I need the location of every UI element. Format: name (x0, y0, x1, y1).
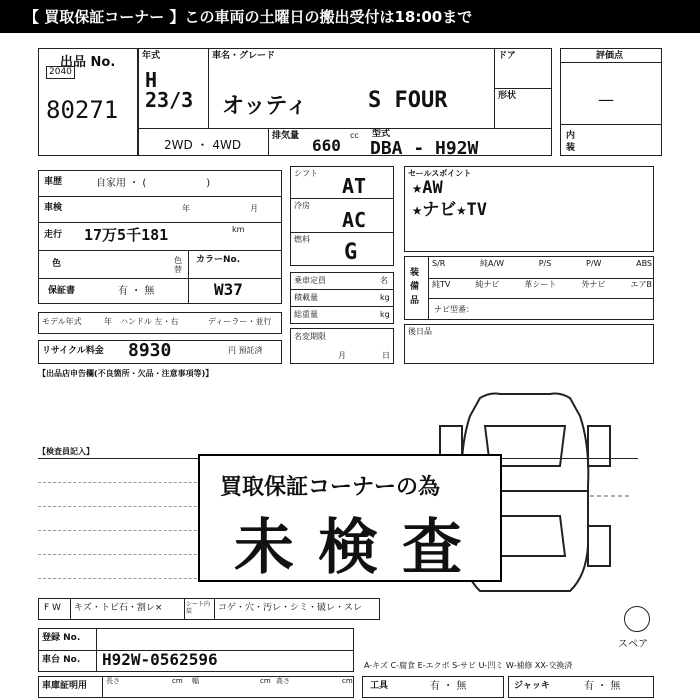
lot-label: 出品 No. (60, 55, 116, 70)
lot-code: 2040 (46, 66, 75, 79)
km-unit: km (232, 225, 245, 234)
mileage-label: 走行 (44, 230, 63, 240)
damage-legend: A-キズ C-腐食 E-エクボ S-サビ U-凹ミ W-補修 XX-交換済 (364, 661, 573, 670)
banner-text: 【 買取保証コーナー 】この車両の土曜日の搬出受付は18:00まで (24, 8, 473, 26)
tools-value: 有 ・ 無 (430, 681, 467, 692)
spare-tire-icon (624, 606, 650, 632)
chassis-label: 車台 No. (42, 655, 81, 665)
garage-cm-1: cm (172, 677, 183, 685)
dealer: ディーラー・並行 (208, 317, 272, 326)
door-label: ドア (498, 51, 516, 61)
equip-item-row1-5: ABS (636, 259, 652, 268)
shaken-label: 車検 (44, 203, 63, 213)
equip-item-row2-1: 純TV (432, 280, 451, 289)
day-label: 日 (382, 351, 390, 360)
color-no-label: カラーNo. (196, 255, 241, 265)
car-grade: S FOUR (368, 88, 448, 113)
equip-item-row2-3: 革シート (524, 280, 557, 289)
seat-text: コゲ・穴・汚レ・シミ・破レ・スレ (218, 603, 363, 613)
equip-row-1 (432, 260, 652, 276)
stamp-line2: 未検査 (234, 513, 486, 583)
year-label: 年式 (142, 51, 161, 61)
notes-label: 後日品 (408, 327, 432, 336)
seats-label: 乗車定員 (294, 276, 326, 285)
displacement: 660 (312, 136, 341, 155)
rating-label: 評価点 (596, 51, 624, 61)
displacement-label: 排気量 (272, 131, 300, 141)
name-label: 車名・グレード (212, 51, 276, 61)
color-change: 色替 (174, 256, 182, 274)
shaken-year: 年 (182, 204, 190, 213)
garage-label: 車庫証明用 (42, 681, 88, 691)
seat-label: シート内装 (186, 601, 211, 615)
tools-label: 工具 (370, 681, 389, 691)
sales-line2: ★ナビ★TV (412, 200, 487, 220)
garage-width: 幅 (192, 677, 199, 685)
sales-label: セールスポイント (408, 169, 472, 178)
sales-line1: ★AW (412, 178, 443, 198)
navi-model-label: ナビ型番： (434, 305, 474, 314)
warranty-label: 保証書 (48, 286, 76, 296)
interior-label: 内装 (566, 131, 576, 153)
ac-value: AC (342, 208, 367, 232)
equip-label: 装備品 (410, 268, 420, 306)
year-value: H 23/3 (145, 68, 194, 112)
history-label: 車歴 (44, 177, 63, 187)
equip-row-2 (432, 281, 652, 297)
fuel-value: G (344, 240, 358, 265)
garage-height: 高さ (276, 677, 290, 685)
seats-unit: 名 (380, 276, 388, 285)
garage-cm-2: cm (260, 677, 271, 685)
model-year-label: モデル年式 (42, 317, 82, 326)
equip-item-row1-4: P/W (586, 259, 602, 268)
equip-item-row1-1: S/R (432, 259, 446, 268)
jack-label: ジャッキ (514, 681, 550, 691)
lot-number: 80271 (46, 96, 119, 124)
drive-type: 2WD ・ 4WD (164, 138, 242, 152)
rating-value: — (598, 90, 614, 109)
garage-cm-3: cm (342, 677, 353, 685)
change-label: 名変期限 (294, 332, 326, 341)
stamp-line1: 買取保証コーナーの為 (220, 475, 441, 500)
fuel-label: 燃料 (294, 235, 310, 244)
color-no: W37 (214, 280, 243, 299)
fw-label: F W (44, 603, 61, 613)
fw-text: キズ・トビ石・割レ× (74, 603, 163, 613)
model-code: DBA - H92W (370, 138, 479, 159)
equip-item-row1-3: P/S (538, 259, 552, 268)
inspector-label: 【検査員記入】 (38, 447, 94, 456)
spare-label: スペア (618, 639, 648, 650)
registration-label: 登録 No. (42, 633, 81, 643)
handle: 年 ハンドル 左・右 (104, 317, 179, 326)
chassis-value: H92W-0562596 (102, 650, 218, 669)
notes-block (404, 324, 654, 364)
gross-label: 総重量 (294, 310, 318, 319)
shop-declaration-label: 【出品店申告欄(不良箇所・欠品・注意事項等)】 (38, 369, 214, 378)
equip-item-row2-2: 純ナビ (475, 280, 500, 289)
shape-label: 形状 (498, 91, 517, 101)
load-unit: kg (380, 293, 390, 302)
load-label: 積載量 (294, 293, 318, 302)
color-label: 色 (52, 259, 62, 269)
equip-item-row1-2: 純A/W (480, 259, 505, 268)
warranty-value: 有 ・ 無 (118, 286, 155, 297)
not-inspected-stamp (198, 454, 502, 582)
gross-unit: kg (380, 310, 390, 319)
shaken-month: 月 (250, 204, 258, 213)
history-value: 自家用 ・ ( ) (96, 178, 211, 189)
ac-label: 冷房 (294, 201, 310, 210)
cc-unit: cc (350, 131, 359, 140)
garage-length: 長さ (106, 677, 120, 685)
recycle-unit: 円 預託済 (228, 346, 263, 355)
shift-label: シフト (294, 169, 318, 178)
shift-value: AT (342, 174, 367, 198)
recycle-value: 8930 (128, 340, 172, 361)
jack-value: 有 ・ 無 (584, 681, 621, 692)
equip-item-row2-4: 外ナビ (581, 280, 606, 289)
mileage-value: 17万5千181 (84, 226, 169, 244)
recycle-label: リサイクル料金 (42, 346, 104, 356)
banner (0, 0, 700, 33)
car-name: オッティ (222, 94, 308, 119)
model-label: 型式 (372, 129, 391, 139)
equip-item-row2-5: エアB (630, 280, 652, 289)
month-label: 月 (338, 351, 346, 360)
